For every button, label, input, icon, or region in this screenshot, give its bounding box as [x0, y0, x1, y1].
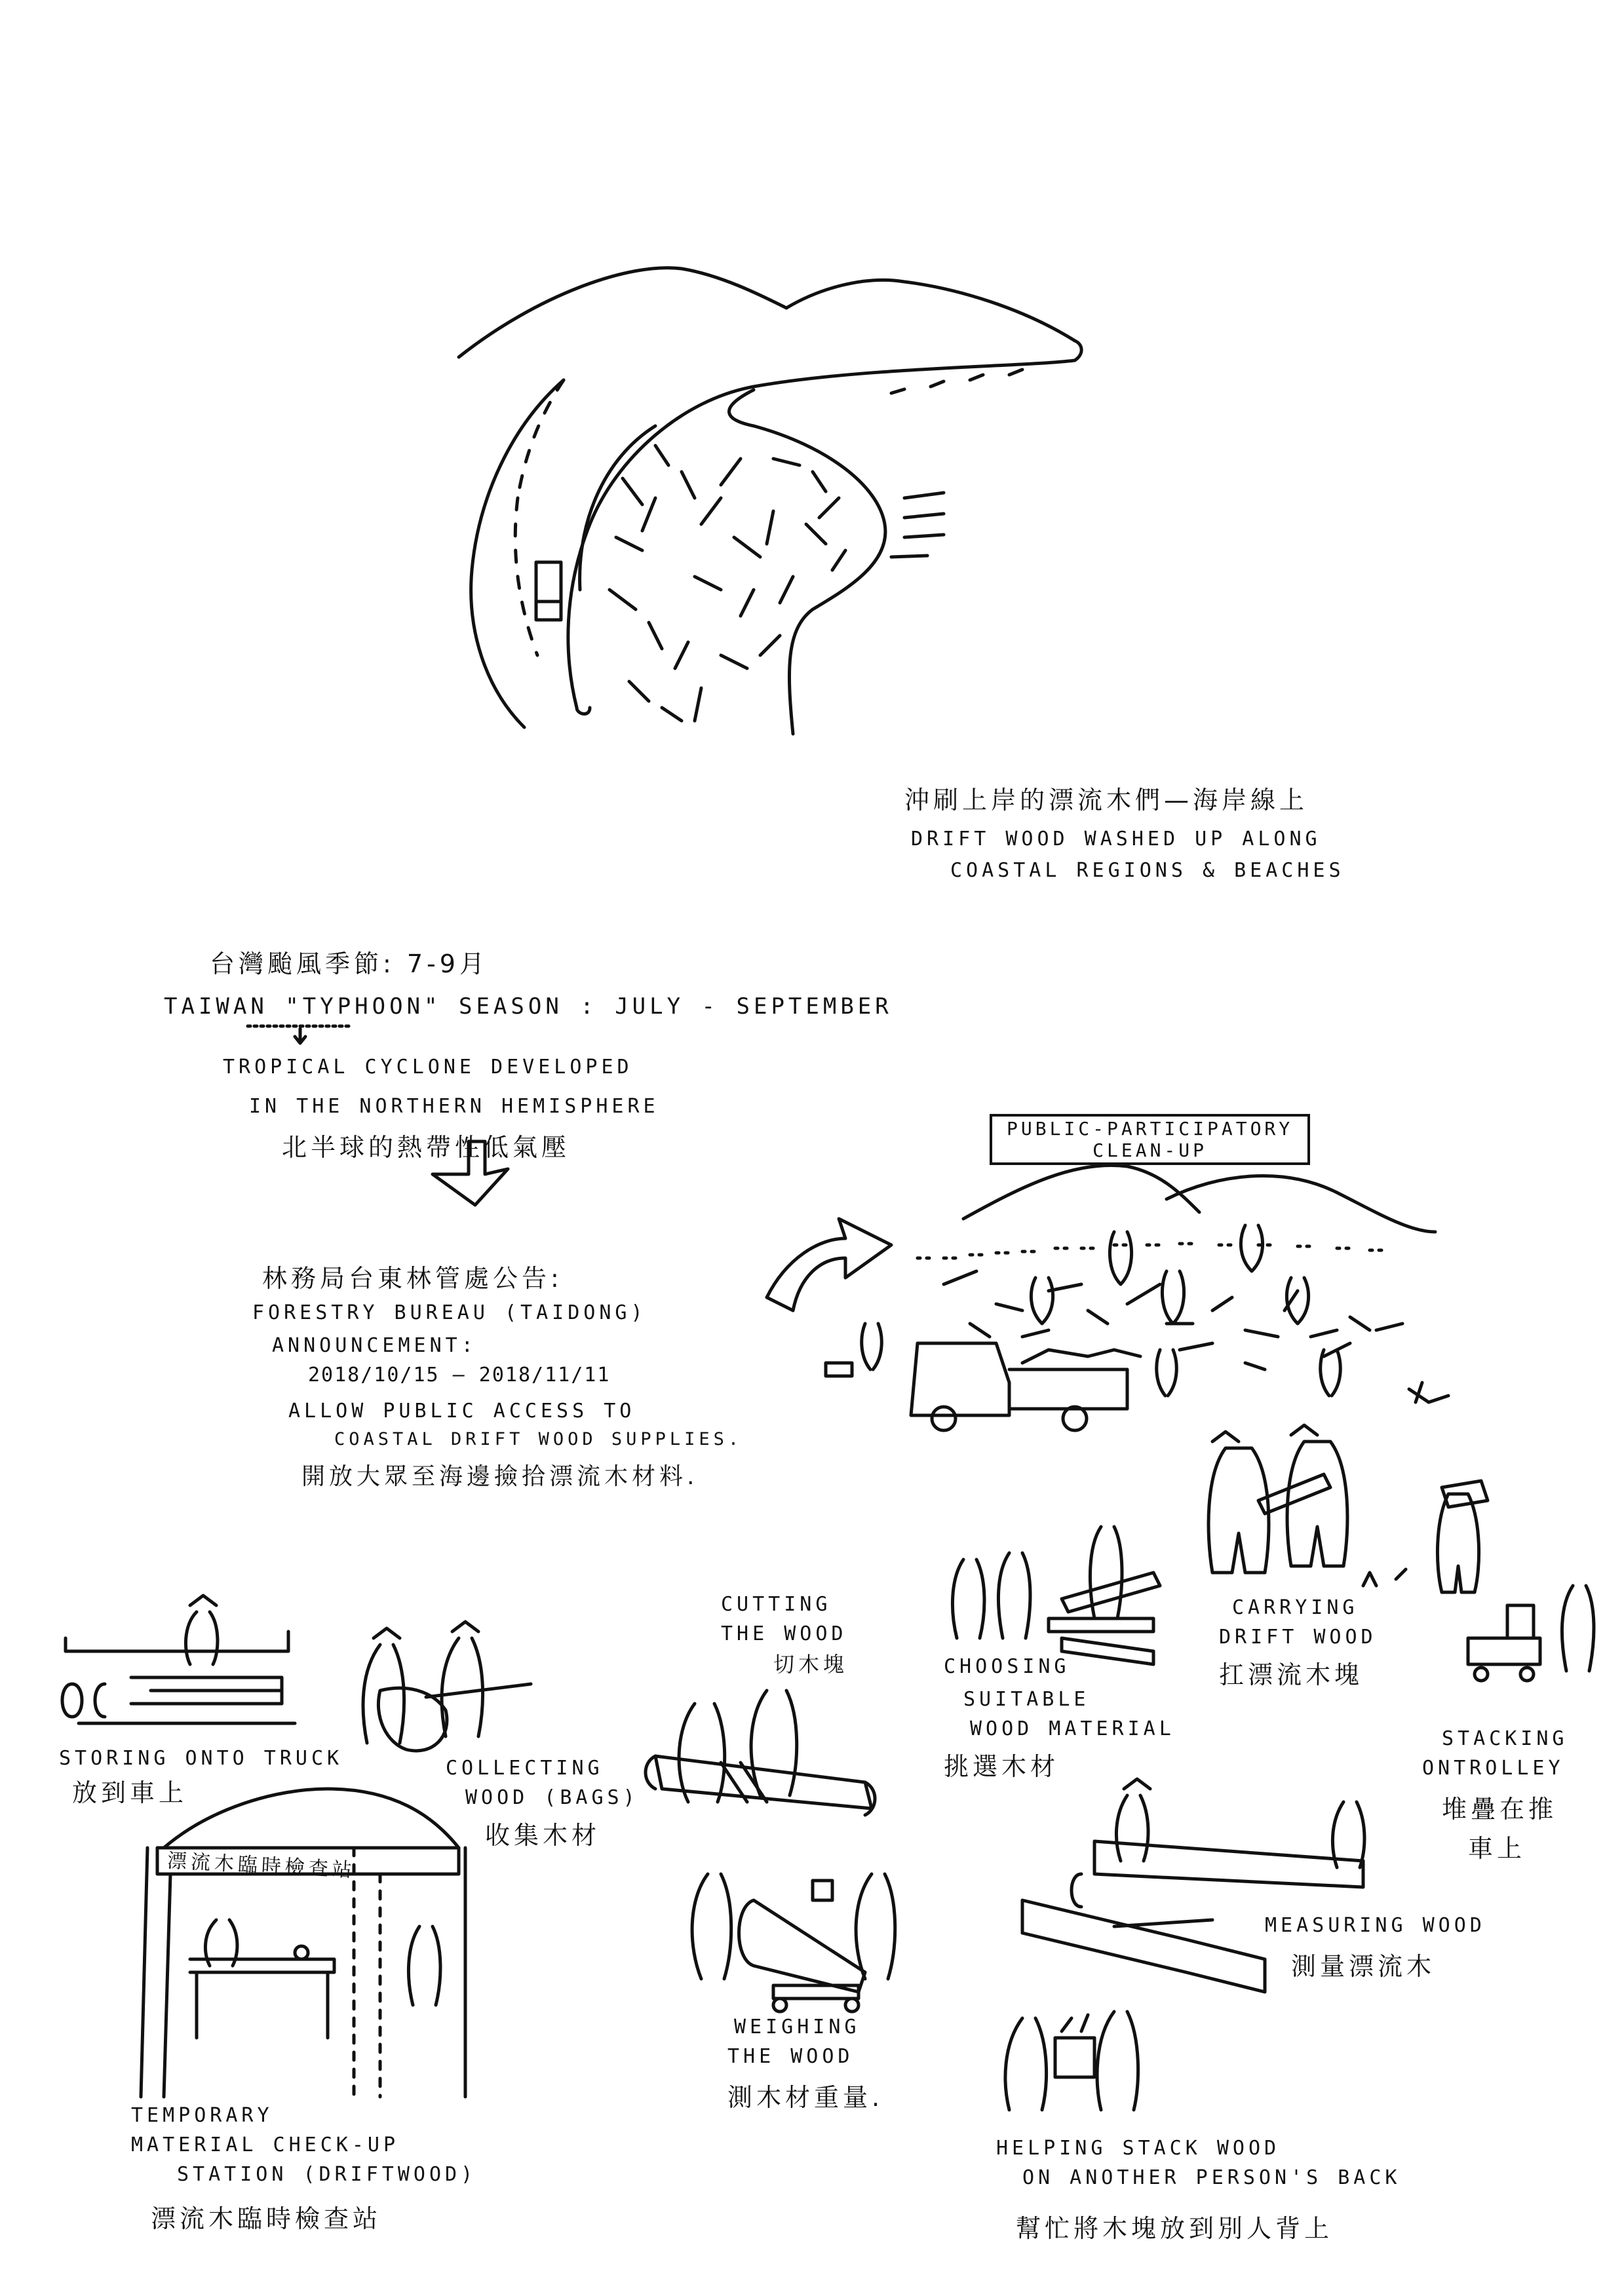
choosing-label-line2: SUITABLE — [963, 1688, 1090, 1711]
trolley-figures — [1468, 1586, 1594, 1681]
carrying-label-line2: DRIFT WOOD — [1219, 1626, 1377, 1649]
choosing-label-line1: CHOOSING — [944, 1655, 1070, 1678]
coast-en-caption-line1: DRIFT WOOD WASHED UP ALONG — [911, 828, 1321, 851]
weighing-label-line2: THE WOOD — [727, 2045, 854, 2068]
announcement-en-line2: ANNOUNCEMENT: — [272, 1334, 477, 1357]
station-label-line2: MATERIAL CHECK-UP — [131, 2133, 400, 2156]
stacking-label-zh2: 車上 — [1468, 1834, 1526, 1863]
cutting-label-zh: 切木塊 — [773, 1652, 849, 1677]
helping-label-line1: HELPING STACK WOOD — [996, 2137, 1281, 2160]
helping-figures — [1005, 2012, 1138, 2110]
stacking-label-zh1: 堆疊在推 — [1442, 1795, 1558, 1824]
announcement-allow-line1: ALLOW PUBLIC ACCESS TO — [288, 1400, 636, 1423]
typhoon-definition-line2: IN THE NORTHERN HEMISPHERE — [249, 1095, 659, 1118]
choosing-figures — [952, 1527, 1160, 1664]
carrying-label-zh: 扛漂流木塊 — [1219, 1660, 1364, 1689]
coastal-road-drawing — [459, 268, 1081, 734]
storing-truck-drawing — [62, 1596, 295, 1723]
carrying-label-line1: CARRYING — [1232, 1596, 1359, 1619]
measuring-label-zh: 測量漂流木 — [1291, 1952, 1436, 1981]
cleanup-banner-line1: PUBLIC-PARTICIPATORY — [1007, 1118, 1294, 1139]
choosing-label-line3: WOOD MATERIAL — [970, 1717, 1175, 1740]
storing-label-en: STORING ONTO TRUCK — [59, 1747, 343, 1770]
announcement-zh-title: 林務局台東林管處公告: — [262, 1264, 563, 1293]
coast-zh-caption: 沖刷上岸的漂流木們—海岸線上 — [904, 786, 1309, 814]
cutting-figures — [646, 1691, 875, 1815]
typhoon-definition-zh: 北半球的熱帶性低氣壓 — [282, 1133, 571, 1162]
weighing-label-line1: WEIGHING — [734, 2016, 860, 2038]
stacking-label-line2: ONTROLLEY — [1422, 1757, 1564, 1780]
collecting-label-zh: 收集木材 — [485, 1821, 601, 1850]
coast-en-caption-line2: COASTAL REGIONS & BEACHES — [950, 859, 1345, 882]
cleanup-banner — [990, 1114, 1310, 1165]
helping-label-line2: ON ANOTHER PERSON'S BACK — [1022, 2166, 1401, 2189]
cutting-label-line1: CUTTING — [721, 1593, 832, 1616]
collecting-figures — [363, 1622, 531, 1751]
announcement-dates: 2018/10/15 — 2018/11/11 — [308, 1364, 611, 1387]
collecting-label-line1: COLLECTING — [446, 1757, 604, 1780]
typhoon-definition-line1: TROPICAL CYCLONE DEVELOPED — [223, 1056, 633, 1079]
announcement-allow-line2: COASTAL DRIFT WOOD SUPPLIES. — [334, 1429, 743, 1449]
storing-label-zh: 放到車上 — [72, 1778, 188, 1807]
stacking-label-line1: STACKING — [1442, 1727, 1568, 1750]
station-sign-text: 漂流木臨時檢查站 — [166, 1849, 357, 1883]
station-label-line1: TEMPORARY — [131, 2104, 273, 2127]
cleanup-scene — [826, 1165, 1448, 1430]
announcement-en-line1: FORESTRY BUREAU (TAIDONG) — [252, 1301, 647, 1324]
station-label-line3: STATION (DRIFTWOOD) — [177, 2163, 477, 2186]
curved-arrow-icon — [767, 1219, 891, 1311]
tent-drawing — [141, 1789, 465, 2097]
typhoon-pointer — [295, 1029, 305, 1043]
measuring-label-en: MEASURING WOOD — [1265, 1914, 1486, 1937]
cleanup-banner-line2: CLEAN-UP — [1092, 1139, 1207, 1161]
choosing-label-zh: 挑選木材 — [944, 1752, 1060, 1781]
cutting-label-line2: THE WOOD — [721, 1622, 847, 1645]
weighing-figures — [692, 1874, 895, 2012]
typhoon-zh-title: 台灣颱風季節: 7-9月 — [210, 949, 488, 978]
photographer-figure — [1437, 1481, 1488, 1592]
cleanup-truck — [911, 1343, 1127, 1430]
carrying-figures — [1208, 1425, 1406, 1586]
station-label-zh: 漂流木臨時檢查站 — [151, 2204, 382, 2233]
coast-truck — [536, 562, 561, 620]
weighing-label-zh: 測木材重量. — [727, 2083, 884, 2112]
announcement-zh-body: 開放大眾至海邊撿拾漂流木材料. — [301, 1463, 699, 1490]
collecting-label-line2: WOOD (BAGS) — [465, 1786, 639, 1809]
typhoon-en-title: TAIWAN "TYPHOON" SEASON : JULY - SEPTEMBER — [164, 993, 893, 1020]
helping-label-zh: 幫忙將木塊放到別人背上 — [1016, 2214, 1334, 2243]
